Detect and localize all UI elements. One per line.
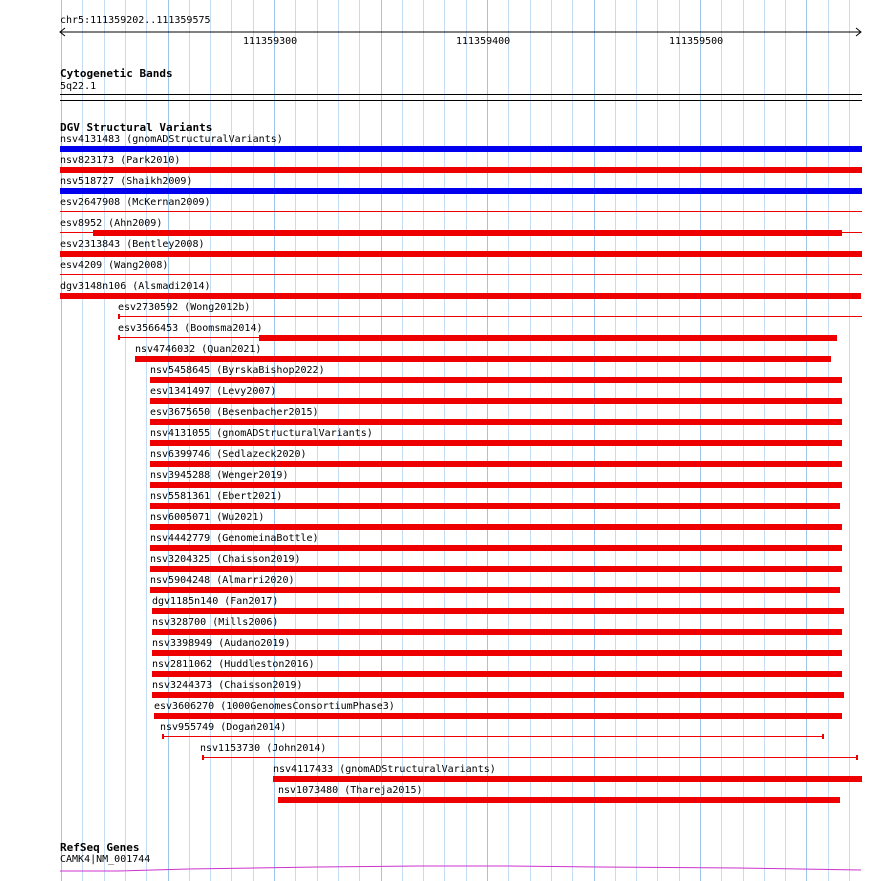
variant-bar[interactable] [150,398,842,404]
variant-label[interactable]: nsv518727 (Shaikh2009) [60,176,193,187]
variant-end-tick [202,755,204,760]
variant-end-tick [162,734,164,739]
variant-bar[interactable] [154,713,842,719]
variant-label[interactable]: nsv4746032 (Quan2021) [135,344,262,355]
variant-end-tick [856,755,858,760]
variant-label[interactable]: nsv6005071 (Wu2021) [150,512,265,523]
variant-label[interactable]: esv8952 (Ahn2009) [60,218,163,229]
variant-label[interactable]: esv3606270 (1000GenomesConsortiumPhase3) [154,701,395,712]
variant-label[interactable]: nsv3244373 (Chaisson2019) [152,680,303,691]
variant-bar[interactable] [60,167,862,173]
refseq-gene-line [58,862,864,874]
variant-label[interactable]: nsv1073480 (Thareja2015) [278,785,423,796]
variant-end-tick [118,314,120,319]
cytoband-track-title: Cytogenetic Bands [60,67,173,80]
variant-bar[interactable] [150,377,842,383]
variant-bar[interactable] [150,482,842,488]
cytoband-line-bottom [60,100,862,101]
dgv-track-title: DGV Structural Variants [60,121,213,134]
variant-bar[interactable] [150,524,842,530]
variant-label[interactable]: nsv3945288 (Wenger2019) [150,470,289,481]
variant-label[interactable]: esv4209 (Wang2008) [60,260,169,271]
variant-bar[interactable] [60,146,862,152]
variant-label[interactable]: nsv4131483 (gnomADStructuralVariants) [60,134,283,145]
variant-label[interactable]: nsv3398949 (Audano2019) [152,638,291,649]
variant-bar[interactable] [60,293,861,299]
variant-bar[interactable] [150,461,842,467]
ruler-tick-2: 111359400 [456,36,511,47]
variant-bar[interactable] [150,566,842,572]
variant-label[interactable]: nsv328700 (Mills2006) [152,617,279,628]
variant-label[interactable]: dgv1185n140 (Fan2017) [152,596,279,607]
variant-line[interactable] [202,757,858,758]
variant-label[interactable]: nsv5904248 (Almarri2020) [150,575,295,586]
variant-label[interactable]: dgv3148n106 (Alsmadi2014) [60,281,211,292]
variant-end-tick [822,734,824,739]
variant-label[interactable]: nsv4117433 (gnomADStructuralVariants) [273,764,496,775]
variant-bar[interactable] [150,587,840,593]
variant-bar[interactable] [152,608,844,614]
variant-bar[interactable] [152,692,844,698]
variant-label[interactable]: nsv6399746 (Sedlazeck2020) [150,449,307,460]
variant-label[interactable]: nsv2811062 (Huddleston2016) [152,659,315,670]
variant-bar[interactable] [152,629,842,635]
refseq-gene-label: CAMK4|NM_001744 [60,854,151,865]
variant-label[interactable]: esv2647908 (McKernan2009) [60,197,211,208]
variant-label[interactable]: nsv4442779 (GenomeinaBottle) [150,533,319,544]
variant-line[interactable] [60,274,862,275]
variant-line[interactable] [118,316,862,317]
variant-bar[interactable] [135,356,831,362]
ruler-tick-1: 111359300 [243,36,298,47]
ruler-tick-3: 111359500 [669,36,724,47]
variant-end-tick [118,335,120,340]
variant-label[interactable]: nsv5458645 (ByrskaBishop2022) [150,365,325,376]
variant-bar[interactable] [278,797,840,803]
variant-bar[interactable] [273,776,862,782]
variant-bar[interactable] [152,671,842,677]
variant-bar[interactable] [150,419,842,425]
variant-label[interactable]: esv3675650 (Besenbacher2015) [150,407,319,418]
variant-label[interactable]: esv2313843 (Bentley2008) [60,239,205,250]
variant-label[interactable]: esv2730592 (Wong2012b) [118,302,251,313]
variant-bar[interactable] [150,545,842,551]
ruler-location: chr5:111359202..111359575 [60,15,211,26]
variant-label[interactable]: nsv4131055 (gnomADStructuralVariants) [150,428,373,439]
cytoband-label: 5q22.1 [60,81,97,92]
variant-label[interactable]: nsv5581361 (Ebert2021) [150,491,283,502]
variant-bar[interactable] [152,650,842,656]
grid-line [849,0,850,881]
cytoband-line-top [60,94,862,95]
variant-bar[interactable] [259,335,837,341]
variant-label[interactable]: nsv823173 (Park2010) [60,155,181,166]
variant-line[interactable] [162,736,824,737]
variant-label[interactable]: nsv1153730 (John2014) [200,743,327,754]
variant-label[interactable]: nsv3204325 (Chaisson2019) [150,554,301,565]
variant-bar[interactable] [60,188,862,194]
variant-bar[interactable] [60,251,862,257]
variant-bar[interactable] [93,230,842,236]
variant-label[interactable]: esv3566453 (Boomsma2014) [118,323,263,334]
variant-bar[interactable] [150,503,840,509]
variant-bar[interactable] [150,440,842,446]
variant-line[interactable] [60,211,862,212]
variant-label[interactable]: esv1341497 (Levy2007) [150,386,277,397]
variant-label[interactable]: nsv955749 (Dogan2014) [160,722,287,733]
refseq-track-title: RefSeq Genes [60,841,140,854]
